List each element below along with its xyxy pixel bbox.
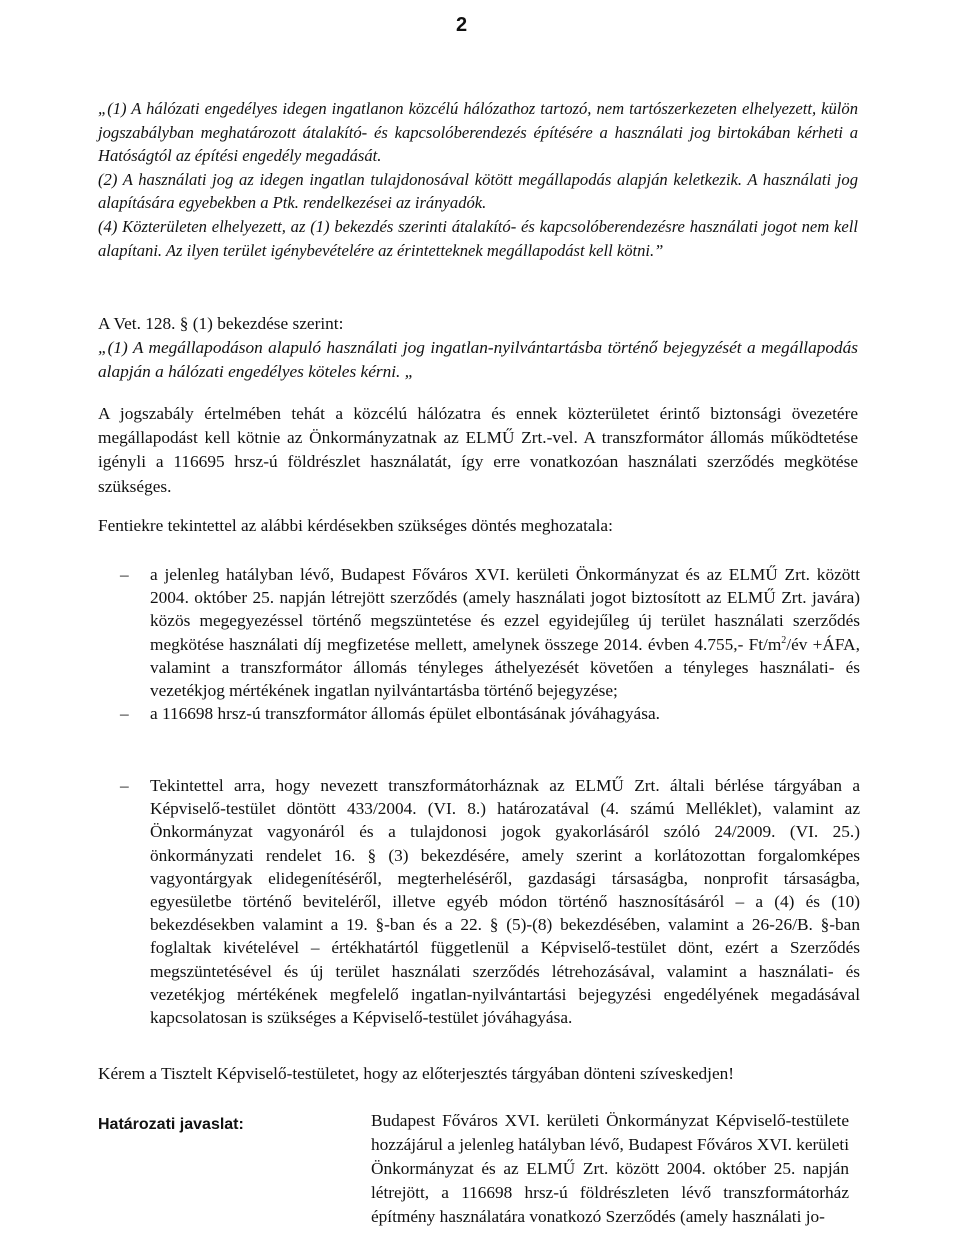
request-paragraph [98, 1062, 858, 1086]
dash-bullet: – [120, 776, 129, 795]
justification-list [120, 774, 860, 1029]
bullet-1-text-continued: /év +ÁFA, valamint a transzformátor állomás tényleges áthelyezését követően a tényleges használati- és vezetékjog mértékének ingatlan nyilvántartásba történő bejegyzése; [150, 634, 860, 701]
decision-intro-paragraph [98, 514, 858, 538]
decision-list [120, 563, 860, 725]
law-quote-block [98, 97, 858, 262]
resolution-proposal-label: Határozati javaslat: [98, 1116, 244, 1133]
vet-intro: A Vet. 128. § (1) bekezdése szerint: [98, 314, 344, 333]
quote-paragraph-2: (2) A használati jog az idegen ingatlan tulajdonosával kötött megállapodás alapján keletkezik. A használati jog alapítására egyebekben a Ptk. rendelkezései az irányadók. [98, 169, 858, 213]
dash-bullet: – [120, 565, 129, 584]
list-item [120, 563, 860, 702]
bullet-1-text: a jelenleg hatályban lévő, Budapest Főváros XVI. kerületi Önkormányzat és az ELMŰ Zrt. között 2004. október 25. napján létrejött szerződés (amely használati jogot biztosított az ELMŰ Zrt. javára) közös megegyezéssel történő megszüntetése és ezzel egyidejűleg új terület használati szerződés megkötése használati díj megfizetése mellett, amelynek összege 2014. évben 4.755,- Ft/m [150, 565, 860, 654]
page-number: 2 [456, 14, 468, 36]
para-jogszabaly: A jogszabály értelmében tehát a közcélú hálózatra és ennek közterületet érintő biztonsági övezetére megállapodást kell kötnie az Önkormányzatnak az ELMŰ Zrt.-vel. A transzformátor állomás működtetése igényli a 116695 hrsz-ú földrészlet használatát, így erre vonatkozóan használati szerződés megkötése szükséges. [98, 404, 858, 496]
vet-quote: „(1) A megállapodáson alapuló használati jog ingatlan-nyilvántartásba történő bejegyzését a megállapodás alapján a hálózati engedélyes köteles kérni. „ [98, 338, 858, 382]
list-item [120, 774, 860, 1029]
dash-bullet: – [120, 704, 129, 724]
para-fentiekre: Fentiekre tekintettel az alábbi kérdésekben szükséges döntés meghozatala: [98, 516, 613, 535]
quote-paragraph-1: „(1) A hálózati engedélyes idegen ingatlanon közcélú hálózathoz tartozó, nem tartószerkezeten elhelyezett, külön jogszabályban meghatározott átalakító- és kapcsolóberendezés építésére a használati jog birtokában kérheti a Hatóságtól az építési engedély megadását. [98, 99, 858, 166]
quote-paragraph-4: (4) Közterületen elhelyezett, az (1) bekezdés szerinti átalakító- és kapcsolóberendezésre használati jogot nem kell alapítani. Az ilyen terület igénybevételére az érintetteknek megállapodást kell kötni.” [98, 216, 858, 260]
list-item [120, 702, 860, 725]
legal-explanation-paragraph [98, 402, 858, 499]
bullet-3-text: Tekintettel arra, hogy nevezett transzformátorháznak az ELMŰ Zrt. általi bérlése tárgyában a Képviselő-testület döntött 433/2004. (VI. 8.) határozatával (4. számú Melléklet), valamint az Önkormányzat vagyonáról és a tulajdonosi jogok gyakorlásáról szóló 24/2009. (VI. 25.) önkormányzati rendelet 16. § (3) bekezdésére, amely szerint a korlátozottan forgalomképes vagyontárgyak elidegenítéséről, megterheléséről, gazdasági társaságba, nonprofit társaságba, egyesületbe történő beviteléről, illetve egyéb módon történő hasznosításáról – a (4) és (10) bekezdésekben valamint a 19. §-ban és a 22. § (5)-(8) bekezdésében, valamint a 26-26/B. §-ban foglaltak kivételével – értékhatártól függetlenül a Képviselő-testület dönt, ezért a Szerződés megszüntetésével és új terület használati szerződés létrehozásával, valamint a használati- és vezetékjog mértékének megfelelő ingatlan-nyilvántartási bejegyzési engedélyének megadásával kapcsolatosan is szükséges a Képviselő-testület jóváhagyása. [150, 776, 860, 1028]
vet-citation [98, 312, 858, 385]
bullet-2-text: a 116698 hrsz-ú transzformátor állomás épület elbontásának jóváhagyása. [150, 704, 660, 724]
superscript-2: 2 [781, 634, 787, 646]
resolution-proposal-text: Budapest Főváros XVI. kerületi Önkormányzat Képviselő-testülete hozzájárul a jelenleg hatályban lévő, Budapest Főváros XVI. kerületi Önkormányzat és az ELMŰ Zrt. között 2004. október 25. napján létrejött, a 116698 hrsz-ú földrészleten lévő transzformátorház építmény használatára vonatkozó Szerződés (amely használati jo- [371, 1111, 849, 1226]
para-kerem: Kérem a Tisztelt Képviselő-testületet, hogy az előterjesztés tárgyában dönteni szíveskedjen! [98, 1064, 735, 1083]
